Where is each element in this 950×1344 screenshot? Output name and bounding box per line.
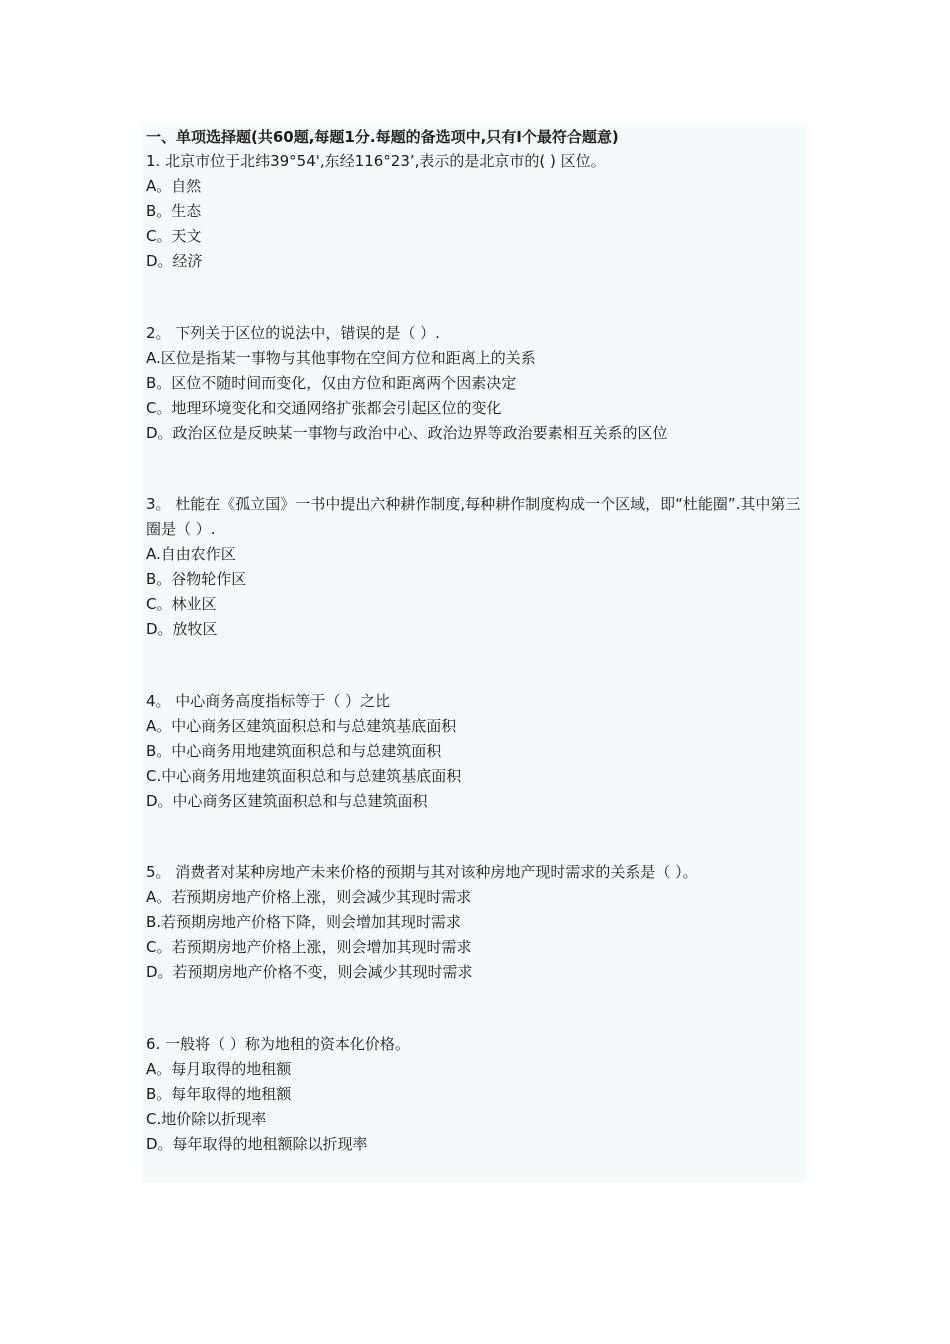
option-d: D。每年取得的地租额除以折现率	[146, 1135, 368, 1153]
option-c: C.中心商务用地建筑面积总和与总建筑基底面积	[146, 767, 462, 785]
option-c: C.地价除以折现率	[146, 1110, 267, 1128]
question-4	[146, 689, 806, 814]
option-c: C。林业区	[146, 595, 217, 613]
question-3	[146, 492, 806, 642]
option-d: D。中心商务区建筑面积总和与总建筑面积	[146, 792, 428, 810]
option-b: B。谷物轮作区	[146, 570, 247, 588]
option-b: B.若预期房地产价格下降，则会增加其现时需求	[146, 913, 462, 931]
option-d: D。经济	[146, 252, 203, 270]
option-c: C。地理环境变化和交通网络扩张都会引起区位的变化	[146, 399, 502, 417]
question-stem: 2。 下列关于区位的说法中，错误的是（ ）.	[146, 324, 440, 342]
option-b: B。生态	[146, 202, 202, 220]
question-stem: 4。 中心商务高度指标等于（ ）之比	[146, 692, 391, 710]
option-b: B。区位不随时间而变化，仅由方位和距离两个因素决定	[146, 374, 517, 392]
option-c: C。若预期房地产价格上涨，则会增加其现时需求	[146, 938, 472, 956]
option-a: A.自由农作区	[146, 545, 236, 563]
option-c: C。天文	[146, 227, 202, 245]
option-a: A。每月取得的地租额	[146, 1060, 292, 1078]
question-6	[146, 1032, 806, 1157]
question-5	[146, 860, 806, 985]
content-block	[142, 124, 806, 1182]
option-d: D。放牧区	[146, 620, 218, 638]
option-a: A。若预期房地产价格上涨，则会减少其现时需求	[146, 888, 472, 906]
option-d: D。政治区位是反映某一事物与政治中心、政治边界等政治要素相互关系的区位	[146, 424, 668, 442]
question-1	[146, 149, 806, 274]
question-stem: 3。 杜能在《孤立国》一书中提出六种耕作制度,每种耕作制度构成一个区域，即“杜能圈”.其中第三圈是（ ）.	[146, 495, 801, 538]
option-b: B。中心商务用地建筑面积总和与总建筑面积	[146, 742, 442, 760]
option-a: A.区位是指某一事物与其他事物在空间方位和距离上的关系	[146, 349, 536, 367]
option-a: A。中心商务区建筑面积总和与总建筑基底面积	[146, 717, 457, 735]
question-stem: 5。 消费者对某种房地产未来价格的预期与其对该种房地产现时需求的关系是（ ）。	[146, 863, 698, 881]
section-heading: 一、单项选择题(共60题,每题1分.每题的备选项中,只有I个最符合题意)	[146, 128, 619, 146]
option-d: D。若预期房地产价格不变，则会减少其现时需求	[146, 963, 473, 981]
question-2	[146, 321, 806, 446]
option-b: B。每年取得的地租额	[146, 1085, 292, 1103]
question-stem: 1. 北京市位于北纬39°54',东经116°23’,表示的是北京市的( ) 区位。	[146, 152, 606, 170]
option-a: A。自然	[146, 177, 202, 195]
question-stem: 6. 一般将（ ）称为地租的资本化价格。	[146, 1035, 410, 1053]
